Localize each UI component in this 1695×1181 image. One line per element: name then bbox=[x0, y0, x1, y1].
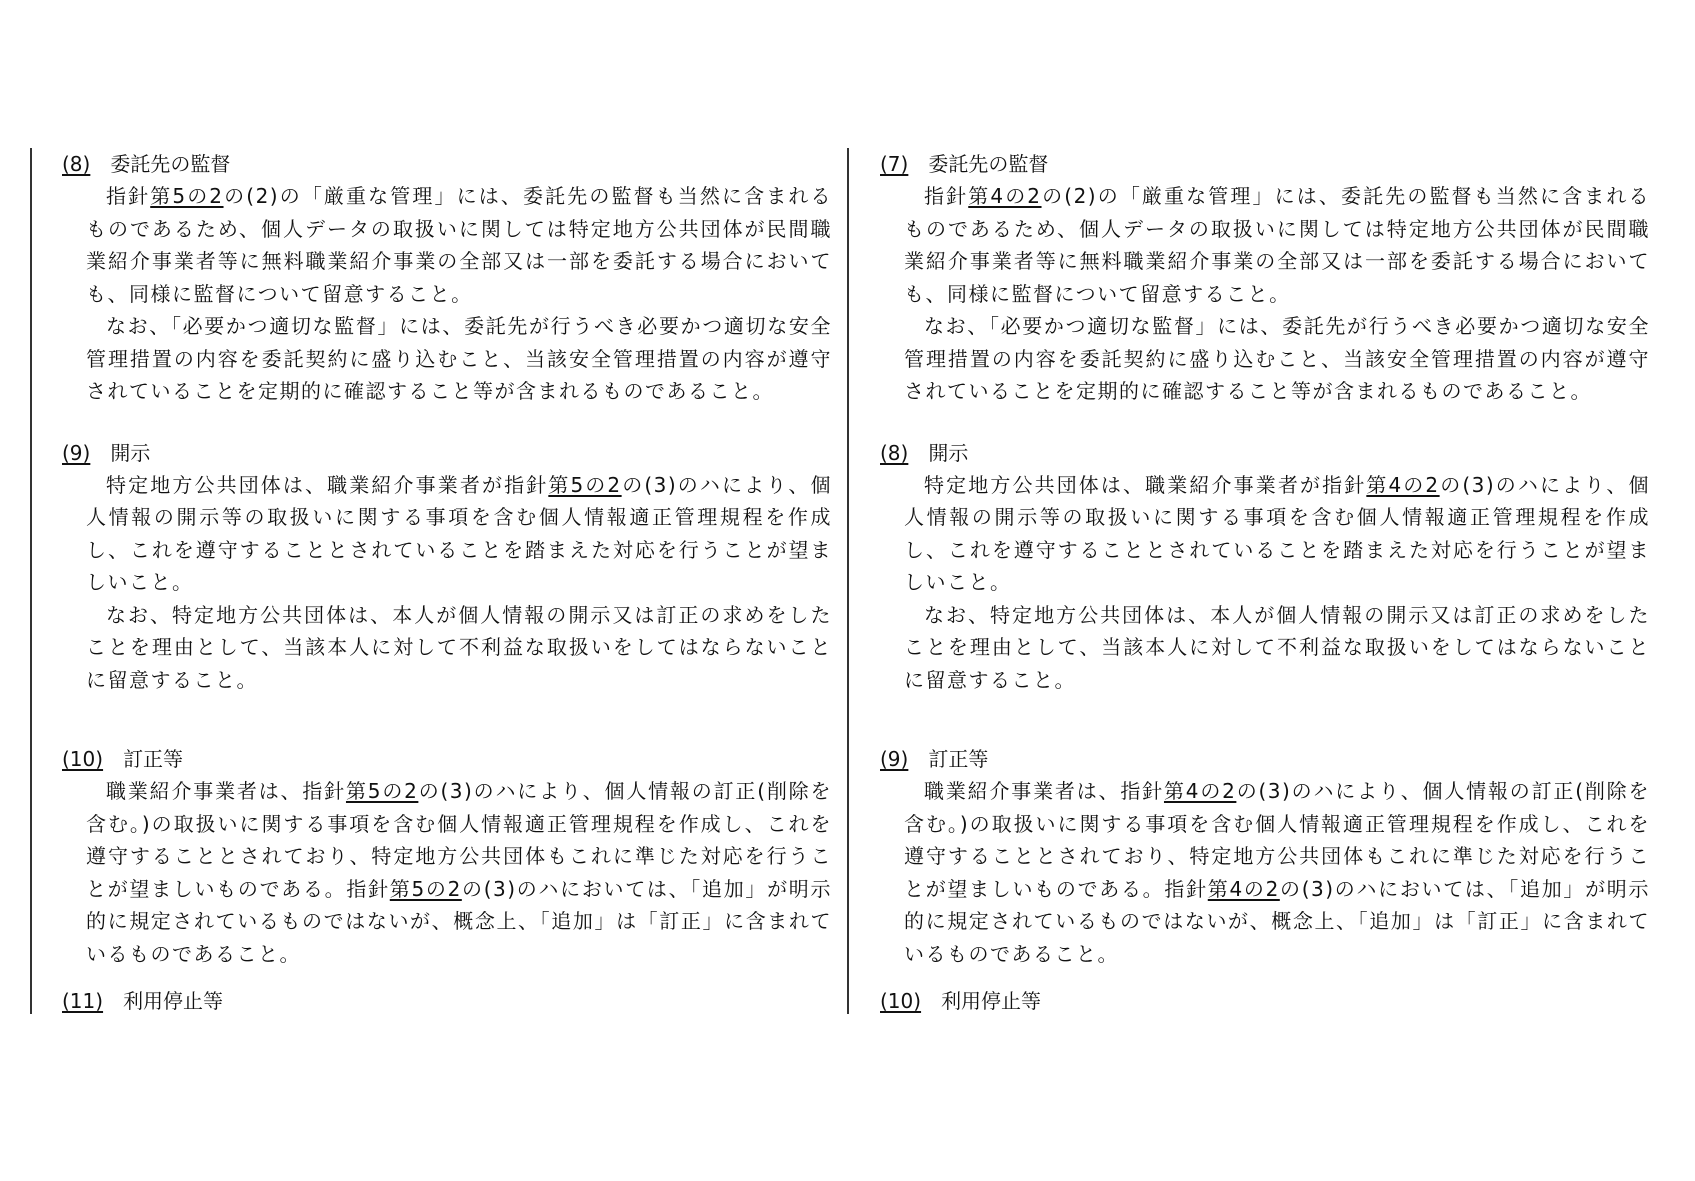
underlined-reference: 第5の2 bbox=[150, 184, 224, 208]
section-title: 訂正等 bbox=[928, 747, 989, 771]
paragraph: なお、「必要かつ適切な監督」には、委託先が行うべき必要かつ適切な安全管理措置の内容を委託契約に盛り込むこと、当該安全管理措置の内容が遵守されていることを定期的に確認すること等が含まれるものであること。 bbox=[86, 314, 832, 403]
paragraph: なお、「必要かつ適切な監督」には、委託先が行うべき必要かつ適切な安全管理措置の内容を委託契約に盛り込むこと、当該安全管理措置の内容が遵守されていることを定期的に確認すること等が含まれるものであること。 bbox=[904, 314, 1650, 403]
section-body bbox=[880, 180, 1650, 408]
paragraph: 職業紹介事業者は、指針第5の2の(3)のハにより、個人情報の訂正(削除を含む。)の取扱いに関する事項を含む個人情報適正管理規程を作成し、これを遵守することとされており、特定地方公共団体もこれに準じた対応を行うことが望ましいものである。指針第5の2の(3)のハにおいては、「追加」が明示的に規定されているものではないが、概念上、「追加」は「訂正」に含まれているものであること。 bbox=[86, 779, 832, 966]
column-divider-rule bbox=[847, 148, 849, 1014]
section-body bbox=[880, 469, 1650, 697]
section-title: 開示 bbox=[110, 440, 151, 465]
underlined-reference: 第4の2 bbox=[1366, 472, 1440, 497]
paragraph: 指針第4の2の(2)の「厳重な管理」には、委託先の監督も当然に含まれるものであるため、個人データの取扱いに関しては特定地方公共団体が民間職業紹介事業者等に無料職業紹介事業の全部又は一部を委託する場合においても、同様に監督について留意すること。 bbox=[904, 184, 1650, 306]
section-heading bbox=[880, 437, 1650, 469]
paragraph: 特定地方公共団体は、職業紹介事業者が指針第4の2の(3)のハにより、個人情報の開示等の取扱いに関する事項を含む個人情報適正管理規程を作成し、これを遵守することとされていることを踏まえた対応を行うことが望ましいこと。 bbox=[904, 472, 1650, 594]
underlined-reference: 第4の2 bbox=[1163, 779, 1237, 803]
section-body bbox=[880, 775, 1650, 970]
paragraph: なお、特定地方公共団体は、本人が個人情報の開示又は訂正の求めをしたことを理由として、当該本人に対して不利益な取扱いをしてはならないことに留意すること。 bbox=[86, 602, 832, 692]
section-number: (10) bbox=[880, 989, 922, 1013]
paragraph: 特定地方公共団体は、職業紹介事業者が指針第5の2の(3)のハにより、個人情報の開示等の取扱いに関する事項を含む個人情報適正管理規程を作成し、これを遵守することとされていることを踏まえた対応を行うことが望ましいこと。 bbox=[86, 472, 832, 594]
section-body bbox=[62, 469, 832, 697]
paragraph: 指針第5の2の(2)の「厳重な管理」には、委託先の監督も当然に含まれるものであるため、個人データの取扱いに関しては特定地方公共団体が民間職業紹介事業者等に無料職業紹介事業の全部又は一部を委託する場合においても、同様に監督について留意すること。 bbox=[86, 184, 832, 306]
left-border-rule bbox=[30, 148, 32, 1014]
section-number: (8) bbox=[62, 152, 91, 176]
section-title: 利用停止等 bbox=[123, 989, 224, 1013]
section-heading bbox=[62, 985, 832, 1017]
paragraph: なお、特定地方公共団体は、本人が個人情報の開示又は訂正の求めをしたことを理由として、当該本人に対して不利益な取扱いをしてはならないことに留意すること。 bbox=[904, 602, 1650, 692]
section-number: (7) bbox=[880, 152, 909, 176]
underlined-reference: 第4の2 bbox=[1207, 876, 1280, 901]
section-title: 委託先の監督 bbox=[110, 152, 231, 176]
left-column bbox=[62, 148, 832, 1017]
paragraph: 職業紹介事業者は、指針第4の2の(3)のハにより、個人情報の訂正(削除を含む。)の取扱いに関する事項を含む個人情報適正管理規程を作成し、これを遵守することとされており、特定地方公共団体もこれに準じた対応を行うことが望ましいものである。指針第4の2の(3)のハにおいては、「追加」が明示的に規定されているものではないが、概念上、「追加」は「訂正」に含まれているものであること。 bbox=[904, 779, 1650, 966]
section-number: (8) bbox=[880, 440, 909, 465]
section-title: 利用停止等 bbox=[941, 989, 1042, 1013]
section-number: (9) bbox=[880, 747, 909, 771]
underlined-reference: 第5の2 bbox=[548, 472, 622, 497]
section-number: (11) bbox=[62, 989, 104, 1013]
section-title: 訂正等 bbox=[123, 747, 184, 771]
section-heading bbox=[880, 985, 1650, 1017]
section-number: (9) bbox=[62, 440, 91, 465]
section-heading bbox=[880, 148, 1650, 180]
section-heading bbox=[880, 743, 1650, 775]
section-body bbox=[62, 775, 832, 970]
right-column bbox=[880, 148, 1650, 1017]
underlined-reference: 第5の2 bbox=[389, 876, 462, 901]
section-title: 委託先の監督 bbox=[928, 152, 1049, 176]
underlined-reference: 第4の2 bbox=[968, 184, 1042, 208]
section-title: 開示 bbox=[928, 440, 969, 465]
section-heading bbox=[62, 437, 832, 469]
section-heading bbox=[62, 743, 832, 775]
section-heading bbox=[62, 148, 832, 180]
section-body bbox=[62, 180, 832, 408]
section-number: (10) bbox=[62, 747, 104, 771]
underlined-reference: 第5の2 bbox=[345, 779, 419, 803]
